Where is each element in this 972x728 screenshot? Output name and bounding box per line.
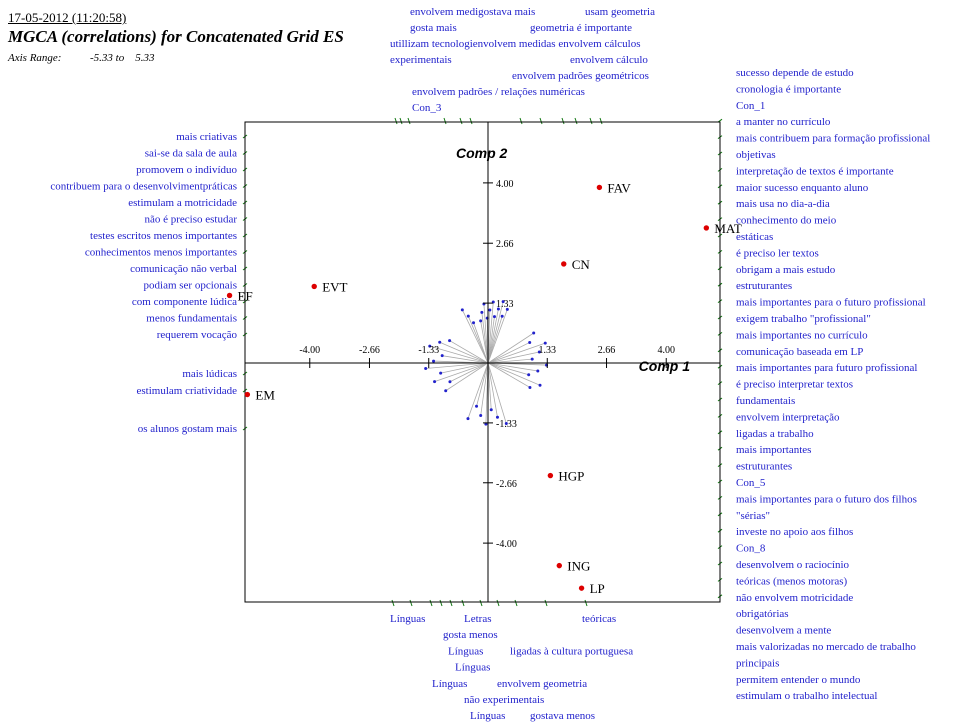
construct-vector-tip [444,389,447,392]
y-axis-title: Comp 2 [456,145,508,161]
construct-tick [470,118,472,124]
construct-label-right: sucesso depende de estudo [736,67,854,79]
construct-vector-tip [479,414,482,417]
construct-label-right: desenvolvem a mente [736,624,832,637]
construct-label-top: Con_3 [412,102,442,114]
y-tick-label: -2.66 [496,478,517,490]
construct-tick [600,118,602,124]
construct-vector-tip [448,339,451,342]
x-tick-label: -1.33 [418,345,440,356]
construct-label-right: a manter no currículo [736,116,831,129]
construct-tick [410,600,412,606]
y-tick-label: 1.33 [496,299,514,311]
construct-label-right: estruturantes [736,280,793,293]
construct-label-right: mais importantes para futuro profissional [736,362,918,375]
construct-label-bottom: gosta menos [443,629,498,642]
construct-label-bottom: ligadas à cultura portuguesa [510,645,634,658]
construct-label-left: estimulam a motricidade [128,197,237,209]
construct-vector-tip [532,332,535,335]
element-label: EF [237,288,253,304]
construct-vector [488,363,540,385]
element-point [704,225,709,230]
construct-label-right: estáticas [736,231,774,243]
construct-label-left: testes escritos menos importantes [90,230,237,242]
construct-vector-tip [475,405,478,408]
construct-vector-tip [432,360,435,363]
construct-label-left: mais lúdicas [182,368,237,380]
construct-tick [395,118,397,124]
construct-tick [400,118,402,124]
x-tick-label: -4.00 [299,345,321,356]
construct-label-right: é preciso interpretar textos [736,378,853,391]
construct-vector-tip [424,367,427,370]
element-label: FAV [607,180,631,196]
construct-tick [440,600,442,606]
construct-label-top: utillizam tecnologienvolvem medidas envolvem cálculos [390,38,641,50]
construct-label-right: estimulam o trabalho intelectual [736,690,878,703]
x-tick-label: 2.66 [597,345,616,356]
element-label: EM [255,387,275,403]
construct-vector-tip [439,372,442,375]
construct-label-right: investe no apoio aos filhos [736,526,854,539]
element-point [548,473,553,478]
construct-vector-tip [501,315,504,318]
x-tick-label: 1.33 [538,345,557,356]
x-tick-label: -2.66 [359,345,380,356]
report-date: 17-05-2012 (11:20:58) [8,10,127,25]
construct-tick [520,118,522,124]
construct-label-right: Con_1 [736,99,766,112]
construct-label-right: obrigatórias [736,608,789,621]
construct-label-right: Con_8 [736,542,766,555]
construct-label-bottom: envolvem geometria [497,677,588,690]
construct-label-left: requerem vocação [156,329,237,341]
construct-label-right: mais usa no dia-a-dia [736,198,830,211]
axis-range-label: Axis Range: [8,52,62,64]
construct-tick [575,118,577,124]
construct-label-right: exigem trabalho "profissional" [736,313,871,325]
construct-vector-tip [531,358,534,361]
construct-tick [545,600,547,606]
construct-tick [590,118,592,124]
construct-tick [408,118,410,124]
element-label: ING [567,558,591,574]
x-tick-label: 4.00 [657,345,675,356]
construct-vector-tip [528,341,531,344]
element-point [312,284,317,289]
construct-label-bottom: Línguas [390,613,426,625]
construct-label-right: mais importantes no currículo [736,329,868,342]
construct-label-top: envolvem cálculo [570,54,648,66]
construct-label-right: fundamentais [736,395,796,407]
construct-vector-tip [539,384,542,387]
construct-tick [460,118,462,124]
construct-vector [488,333,534,363]
construct-label-right: envolvem interpretação [736,411,840,424]
element-point [557,563,562,568]
construct-label-top: usam geometria [585,6,655,18]
construct-vector-tip [448,380,451,383]
axis-range-value: -5.33 to 5.33 [90,52,155,64]
construct-label-left: com componente lúdica [131,296,237,308]
construct-label-left: conhecimentos menos importantes [84,246,237,259]
construct-label-right: desenvolvem o raciocínio [736,559,850,571]
construct-label-right: Con_5 [736,477,766,489]
x-axis-title: Comp 1 [638,358,690,374]
construct-label-left: promovem o indivíduo [136,164,237,176]
construct-label-right: cronologia é importante [736,83,842,96]
construct-tick [444,118,446,124]
construct-vector-tip [480,311,483,314]
element-label: CN [571,256,590,272]
construct-vector-tip [466,417,469,420]
construct-tick [462,600,464,606]
construct-label-bottom: gostava menos [530,710,596,723]
construct-vector-tip [479,319,482,322]
construct-label-left: menos fundamentais [146,312,237,325]
construct-label-right: interpretação de textos é importante [736,165,894,178]
construct-vector-tip [493,315,496,318]
construct-label-left: estimulam criatividade [136,385,237,397]
construct-tick [585,600,587,606]
construct-label-bottom: não experimentais [464,694,545,706]
construct-label-right: objetivas [736,149,776,161]
construct-label-right: mais importantes para o futuro profissional [736,296,926,309]
construct-label-top: geometria é importante [530,22,633,34]
element-label: EVT [322,279,348,295]
construct-label-right: permitem entender o mundo [736,673,861,686]
construct-label-left: mais criativas [176,131,237,143]
element-label: MAT [714,220,742,236]
construct-vector [462,310,488,363]
construct-label-right: mais importantes [736,444,812,457]
construct-vector-tip [472,321,475,324]
construct-vector-tip [536,369,539,372]
construct-vector-tip [527,373,530,376]
construct-tick [480,600,482,606]
construct-label-right: comunicação baseada em LP [736,345,864,358]
construct-label-right: obrigam a mais estudo [736,263,836,276]
construct-vector-tip [461,308,464,311]
construct-label-left: comunicação não verbal [130,263,237,275]
construct-vector-tip [490,408,493,411]
construct-label-right: é preciso ler textos [736,247,819,260]
construct-label-bottom: Línguas [455,661,491,674]
construct-vector-tip [438,341,441,344]
construct-label-bottom: Línguas [470,710,506,723]
construct-label-top: envolvem medigostava mais [410,6,536,18]
construct-label-right: teóricas (menos motoras) [736,575,848,588]
construct-tick [540,118,542,124]
chart-title: MGCA (correlations) for Concatenated Grid ES [8,27,344,46]
construct-label-right: maior sucesso enquanto aluno [736,181,869,194]
y-tick-label: -1.33 [496,418,517,430]
construct-tick [515,600,517,606]
construct-vector-tip [433,380,436,383]
construct-label-right: mais contribuem para formação profissional [736,132,931,145]
construct-label-right: ligadas a trabalho [736,427,814,440]
construct-label-bottom: Línguas [448,645,484,658]
construct-tick [562,118,564,124]
construct-label-right: mais importantes para o futuro dos filhos [736,493,917,506]
element-point [579,585,584,590]
construct-label-left: contribuem para o desenvolvimentpráticas [50,180,237,193]
construct-label-right: não envolvem motricidade [736,591,854,604]
construct-tick [497,600,499,606]
element-label: LP [589,581,605,597]
construct-vector-tip [467,315,470,318]
construct-label-top: envolvem padrões / relações numéricas [412,86,585,98]
construct-label-right: principais [736,657,780,670]
construct-label-bottom: Letras [464,613,492,625]
construct-label-top: gosta mais [410,22,457,34]
construct-vector-tip [488,309,491,312]
construct-tick [430,600,432,606]
construct-label-right: conhecimento do meio [736,214,837,227]
y-tick-label: -4.00 [496,539,517,551]
construct-label-left: sai-se da sala de aula [144,147,237,160]
construct-vector-tip [441,354,444,357]
construct-vector [488,343,545,363]
y-tick-label: 2.66 [496,239,514,251]
construct-label-left: podiam ser opcionais [143,279,237,292]
element-point [245,392,250,397]
construct-tick [450,600,452,606]
element-point [561,261,566,266]
y-tick-label: 4.00 [496,178,514,190]
construct-label-bottom: teóricas [582,613,617,625]
construct-label-left: os alunos gostam mais [137,423,237,435]
construct-label-bottom: Línguas [432,677,468,690]
construct-label-top: envolvem padrões geométricos [512,70,649,82]
construct-vector [435,363,488,382]
construct-tick [392,600,394,606]
construct-label-right: "sérias" [736,509,771,522]
element-point [597,185,602,190]
construct-label-left: não é preciso estudar [144,213,237,226]
construct-label-top: experimentais [390,54,452,66]
construct-label-right: estruturantes [736,460,793,473]
construct-vector-tip [528,386,531,389]
element-label: HGP [558,468,585,484]
construct-label-right: mais valorizadas no mercado de trabalho [736,641,916,653]
